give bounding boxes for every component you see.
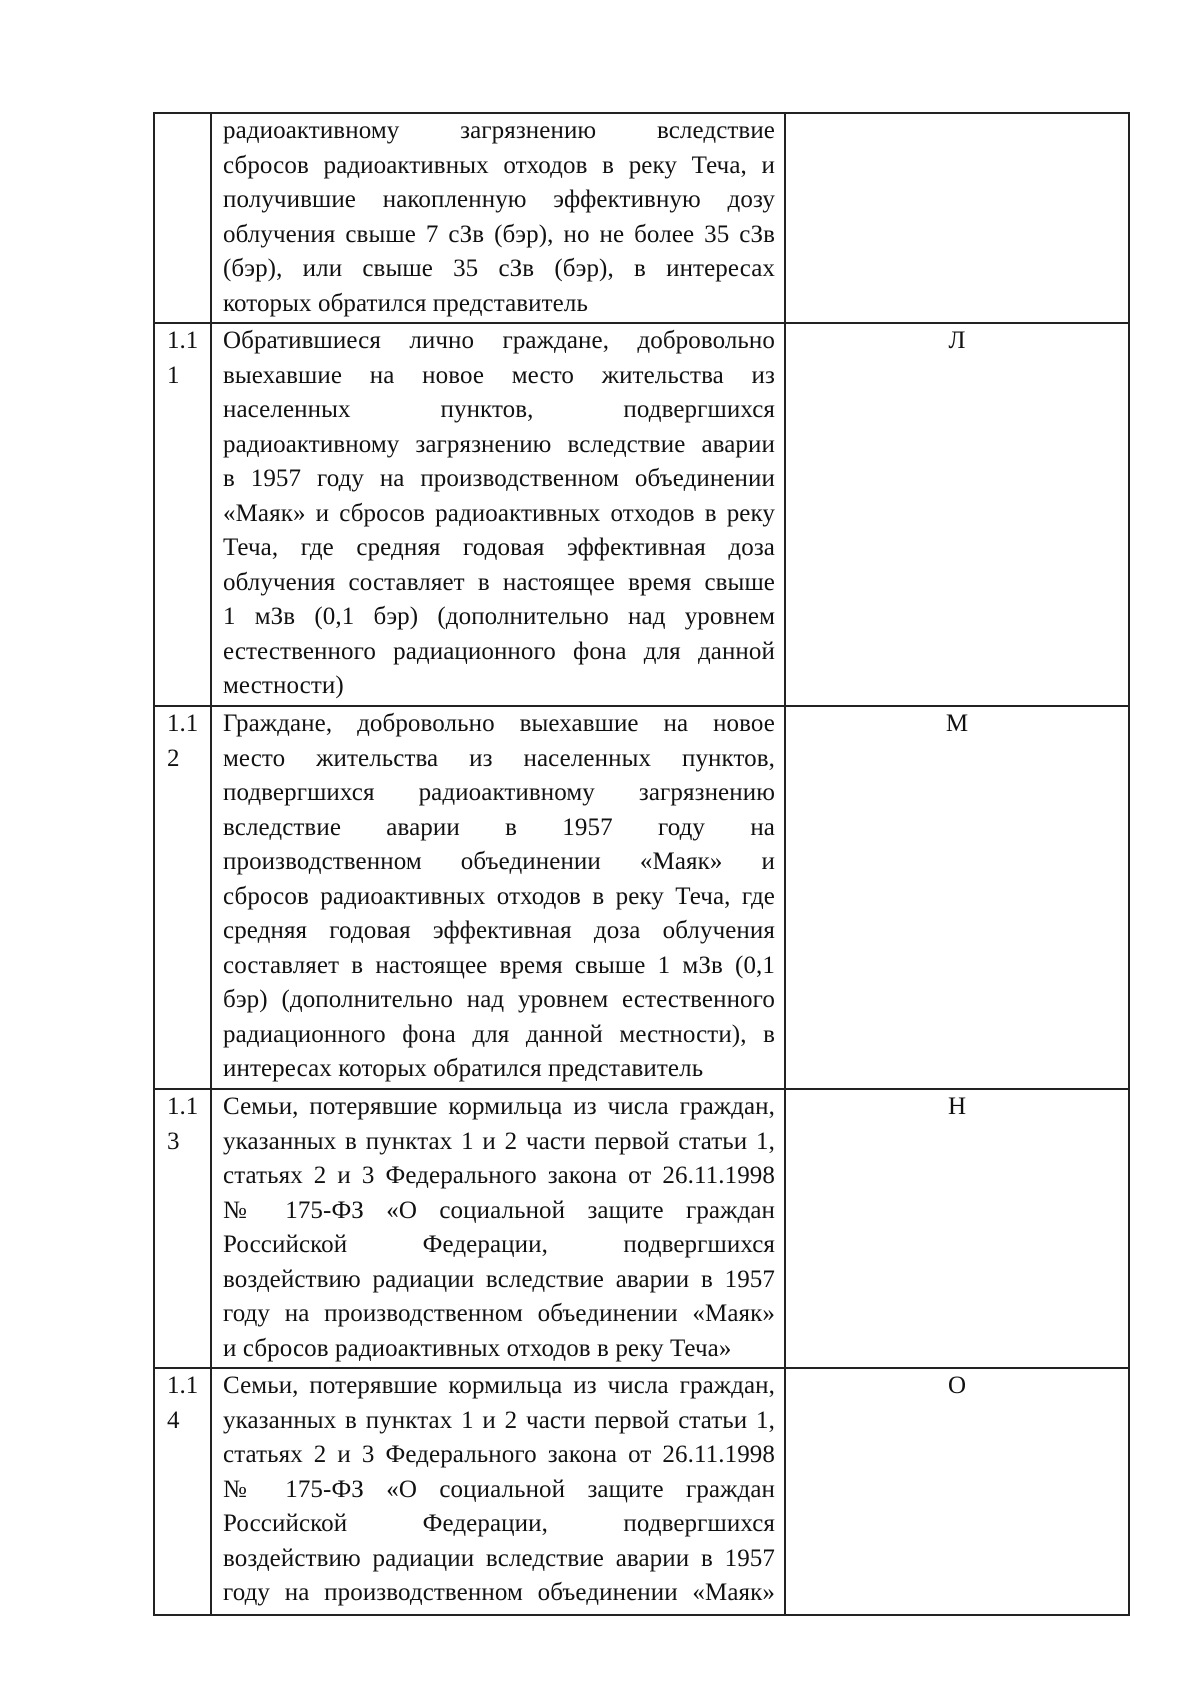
row-code	[785, 113, 1129, 323]
text-line: местности)	[223, 672, 344, 699]
row-number	[154, 1368, 211, 1615]
text-line: получившие накопленную эффективную дозу	[223, 186, 775, 213]
row-number-part: 1.1	[167, 710, 199, 737]
row-number-part: 3	[167, 1127, 180, 1155]
text-line: «Маяк» и сбросов радиоактивных отходов в реку	[223, 499, 775, 527]
row-description	[211, 1089, 785, 1368]
text-line: 1 мЗв (0,1 бэр) (дополнительно над уровнем	[223, 603, 775, 630]
text-line: производственном объединении «Маяк» и	[223, 848, 775, 875]
row-number-part: 1.1	[167, 1372, 199, 1399]
row-code: Н	[785, 1089, 1129, 1368]
row-code: Л	[785, 323, 1129, 706]
row-number-part: 2	[167, 744, 180, 772]
text-line: статьях 2 и 3 Федерального закона от 26.11.1998	[223, 1162, 775, 1189]
text-line: средняя годовая эффективная доза облучения	[223, 917, 775, 944]
row-code: М	[785, 706, 1129, 1089]
text-line: Граждане, добровольно выехавшие на новое	[223, 710, 775, 737]
table-row	[154, 706, 1129, 1089]
row-number	[154, 706, 211, 1089]
row-number	[154, 113, 211, 323]
text-line: Семьи, потерявшие кормильца из числа граждан,	[223, 1093, 775, 1120]
categories-table	[153, 112, 1130, 1616]
text-line: облучения составляет в настоящее время свыше	[223, 568, 775, 596]
text-line: году на производственном объединении «Маяк»	[223, 1579, 775, 1606]
text-line: подвергшихся радиоактивному загрязнению	[223, 779, 775, 806]
text-line: указанных в пунктах 1 и 2 части первой статьи 1,	[223, 1127, 775, 1155]
text-line: году на производственном объединении «Маяк»	[223, 1300, 775, 1327]
text-line: Российской Федерации, подвергшихся	[223, 1510, 775, 1537]
row-number-part: 1.1	[167, 327, 199, 354]
text-line: сбросов радиоактивных отходов в реку Теча, где	[223, 882, 775, 910]
text-line: № 175-ФЗ «О социальной защите граждан	[223, 1196, 775, 1224]
text-line: воздействию радиации вследствие аварии в 1957	[223, 1544, 775, 1572]
text-line: облучения свыше 7 сЗв (бэр), но не более 35 сЗв	[223, 220, 775, 248]
text-line: составляет в настоящее время свыше 1 мЗв (0,1	[223, 951, 775, 979]
row-number-part: 4	[167, 1406, 180, 1434]
row-description	[211, 1368, 785, 1615]
row-number	[154, 323, 211, 706]
text-line: (бэр), или свыше 35 сЗв (бэр), в интересах	[223, 255, 775, 282]
text-line: сбросов радиоактивных отходов в реку Теча, и	[223, 151, 775, 179]
row-number-part: 1	[167, 361, 180, 389]
table-row	[154, 1368, 1129, 1615]
text-line: воздействию радиации вследствие аварии в 1957	[223, 1265, 775, 1293]
text-line: Теча, где средняя годовая эффективная доза	[223, 534, 775, 561]
text-line: радиационного фона для данной местности), в	[223, 1020, 775, 1048]
text-line: интересах которых обратился представитель	[223, 1055, 704, 1082]
text-line: № 175-ФЗ «О социальной защите граждан	[223, 1475, 775, 1503]
text-line: Семьи, потерявшие кормильца из числа граждан,	[223, 1372, 775, 1399]
table-row	[154, 1089, 1129, 1368]
text-line: которых обратился представитель	[223, 289, 588, 317]
text-line: и сбросов радиоактивных отходов в реку Теча»	[223, 1334, 732, 1362]
text-line: статьях 2 и 3 Федерального закона от 26.11.1998	[223, 1441, 775, 1468]
text-line: бэр) (дополнительно над уровнем естественного	[223, 986, 775, 1013]
text-line: радиоактивному загрязнению вследствие аварии	[223, 430, 775, 458]
text-line: указанных в пунктах 1 и 2 части первой статьи 1,	[223, 1406, 775, 1434]
text-line: естественного радиационного фона для данной	[223, 637, 775, 665]
row-number-part: 1.1	[167, 1093, 199, 1120]
row-description	[211, 706, 785, 1089]
row-description	[211, 113, 785, 323]
text-line: Российской Федерации, подвергшихся	[223, 1231, 775, 1258]
text-line: место жительства из населенных пунктов,	[223, 744, 775, 772]
table-row	[154, 323, 1129, 706]
text-line: Обратившиеся лично граждане, добровольно	[223, 327, 775, 354]
row-code: О	[785, 1368, 1129, 1615]
text-line: выехавшие на новое место жительства из	[223, 361, 775, 389]
row-number	[154, 1089, 211, 1368]
text-line: в 1957 году на производственном объединении	[223, 465, 775, 492]
text-line: населенных пунктов, подвергшихся	[223, 396, 775, 423]
table-row	[154, 113, 1129, 323]
row-description	[211, 323, 785, 706]
text-line: радиоактивному загрязнению вследствие	[223, 117, 775, 144]
text-line: вследствие аварии в 1957 году на	[223, 813, 775, 841]
